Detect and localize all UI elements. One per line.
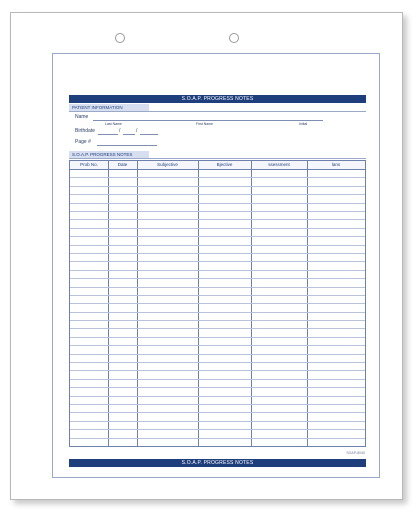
table-row-line [70, 203, 365, 204]
column-header-assessment: ssessment [268, 162, 290, 167]
table-row-line [70, 245, 365, 246]
table-row-line [70, 404, 365, 405]
table-row-line [70, 278, 365, 279]
birthdate-month-line[interactable] [98, 134, 118, 135]
table-row-line [70, 354, 365, 355]
table-row-line [70, 320, 365, 321]
birthdate-separator-2: / [136, 128, 138, 134]
column-header-plans: lans [331, 162, 341, 167]
table-row-line [70, 287, 365, 288]
table-header-row [70, 161, 365, 170]
column-header-objective: Bjective [216, 162, 233, 167]
birthdate-day-line[interactable] [123, 134, 135, 135]
progress-notes-table [69, 160, 366, 447]
initial-label: Initial [299, 122, 308, 126]
table-row-line [70, 219, 365, 220]
table-row-line [70, 387, 365, 388]
last-name-label: Last Name [105, 122, 122, 126]
table-row-line [70, 396, 365, 397]
first-name-label: First Name [196, 122, 214, 126]
page-number-line[interactable] [97, 145, 157, 146]
table-row-line [70, 412, 365, 413]
column-header-subjective: Subjective [157, 162, 178, 167]
table-row-line [70, 337, 365, 338]
table-row-line [70, 429, 365, 430]
column-header-date: Date [117, 162, 128, 167]
table-row-line [70, 253, 365, 254]
table-row-line [70, 236, 365, 237]
table-row-line [70, 421, 365, 422]
table-row-line [70, 438, 365, 439]
table-row-line [70, 312, 365, 313]
notes-section-rule [69, 158, 366, 159]
birthdate-label: Birthdate [75, 128, 96, 134]
table-row-line [70, 295, 365, 296]
table-row-line [70, 194, 365, 195]
table-row-line [70, 328, 365, 329]
header-title-bar: S.O.A.P. PROGRESS NOTES [69, 95, 366, 103]
soap-form [52, 53, 380, 478]
name-line[interactable] [93, 120, 323, 121]
table-row-line [70, 228, 365, 229]
progress-notes-tab: S.O.A.P. PROGRESS NOTES [69, 151, 149, 158]
footer-title-bar: S.O.A.P. PROGRESS NOTES [69, 459, 366, 467]
birthdate-year-line[interactable] [140, 134, 158, 135]
table-row-line [70, 261, 365, 262]
name-label: Name [75, 114, 89, 120]
table-row-line [70, 186, 365, 187]
table-row-line [70, 379, 365, 380]
table-row-line [70, 303, 365, 304]
birthdate-separator-1: / [119, 128, 121, 134]
table-row-line [70, 211, 365, 212]
paper-sheet [10, 12, 403, 500]
table-row-line [70, 370, 365, 371]
table-row-line [70, 177, 365, 178]
punch-hole-right [229, 33, 239, 43]
patient-information-tab: PATIENT INFORMATION [69, 104, 149, 111]
table-row-line [70, 270, 365, 271]
form-code: SOAP-8040 [346, 451, 365, 455]
page-number-label: Page # [75, 139, 91, 145]
punch-hole-left [115, 33, 125, 43]
column-header-prob-no: Prob No. [80, 162, 98, 167]
table-row-line [70, 362, 365, 363]
table-row-line [70, 345, 365, 346]
patient-section-rule [69, 111, 366, 112]
